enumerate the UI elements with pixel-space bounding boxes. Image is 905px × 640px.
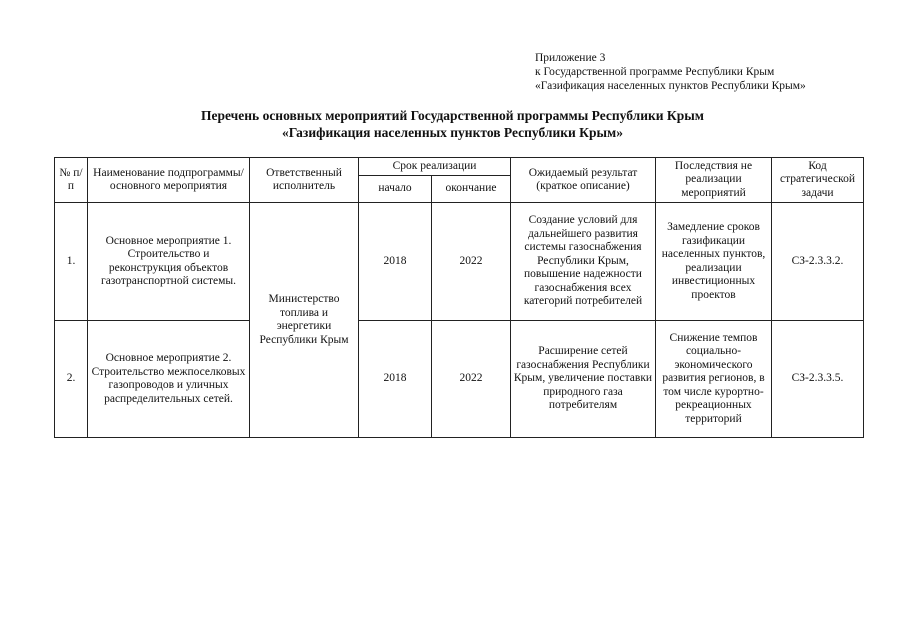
title-line-1: Перечень основных мероприятий Государственной программы Республики Крым — [201, 108, 704, 123]
header-name: Наименование подпрограммы/основного мероприятия — [88, 158, 250, 203]
header-num: № п/п — [55, 158, 88, 203]
row-code: СЗ-2.3.3.2. — [772, 203, 864, 321]
table-row — [55, 321, 864, 438]
appendix-caption — [535, 51, 806, 93]
header-end: окончание — [432, 176, 511, 203]
header-consequences: Последствия не реализации мероприятий — [656, 158, 772, 203]
row-end: 2022 — [432, 203, 511, 321]
row-end: 2022 — [432, 321, 511, 438]
document-title — [0, 107, 905, 141]
row-executor: Министерство топлива и энергетики Республики Крым — [250, 203, 359, 438]
header-start: начало — [359, 176, 432, 203]
row-start: 2018 — [359, 203, 432, 321]
row-code: СЗ-2.3.3.5. — [772, 321, 864, 438]
appendix-line-2: к Государственной программе Республики Крым — [535, 66, 775, 78]
measures-table — [54, 157, 864, 438]
header-executor: Ответственный исполнитель — [250, 158, 359, 203]
header-period: Срок реализации — [359, 158, 511, 176]
header-result: Ожидаемый результат (краткое описание) — [511, 158, 656, 203]
table-row — [55, 203, 864, 321]
row-result: Расширение сетей газоснабжения Республики Крым, увеличение поставки природного газа потребителям — [511, 321, 656, 438]
row-start: 2018 — [359, 321, 432, 438]
appendix-line-3: «Газификация населенных пунктов Республики Крым» — [535, 80, 806, 92]
header-code: Код стратегической задачи — [772, 158, 864, 203]
row-name: Основное мероприятие 1. Строительство и реконструкция объектов газотранспортной системы. — [88, 203, 250, 321]
header-row-1 — [55, 158, 864, 176]
row-num: 2. — [55, 321, 88, 438]
row-num: 1. — [55, 203, 88, 321]
row-consequences: Замедление сроков газификации населенных пунктов, реализации инвестиционных проектов — [656, 203, 772, 321]
row-name: Основное мероприятие 2. Строительство межпоселковых газопроводов и уличных распределительных сетей. — [88, 321, 250, 438]
title-line-2: «Газификация населенных пунктов Республики Крым» — [282, 125, 623, 140]
row-result: Создание условий для дальнейшего развития системы газоснабжения Республики Крым, повышение надежности газоснабжения всех категорий потребителей — [511, 203, 656, 321]
row-consequences: Снижение темпов социально-экономического развития регионов, в том числе курортно-рекреационных территорий — [656, 321, 772, 438]
appendix-line-1: Приложение 3 — [535, 52, 606, 64]
